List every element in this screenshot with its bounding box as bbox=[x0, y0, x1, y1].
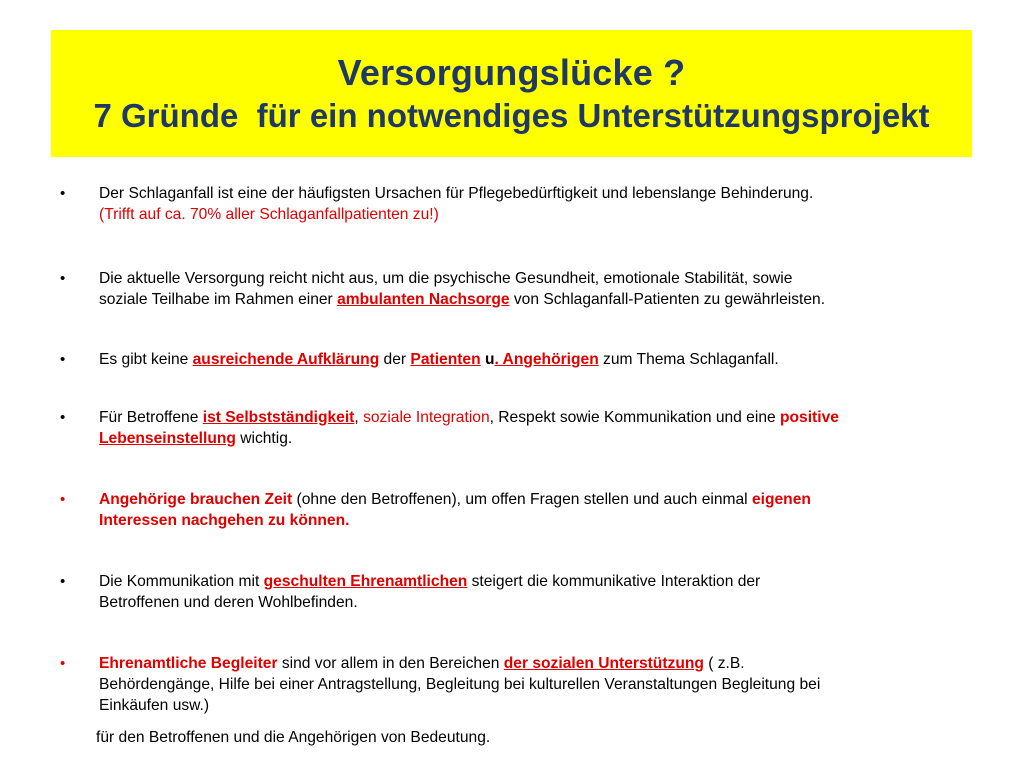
list-item bbox=[60, 489, 990, 531]
bullet-text: sind vor allem in den Bereichen bbox=[277, 655, 504, 672]
bullet-text: Behördengänge, Hilfe bei einer Antragstellung, Begleitung bei kulturellen Veranstaltungen Begleitung bei bbox=[99, 676, 821, 693]
highlight-text: Patienten bbox=[410, 351, 481, 368]
bullet-text: von Schlaganfall-Patienten zu gewährleisten. bbox=[509, 291, 826, 308]
bullet-text: u bbox=[480, 351, 495, 368]
bullet-text: Die Kommunikation mit bbox=[99, 573, 264, 590]
bullet-text: Einkäufen usw.) bbox=[99, 697, 210, 714]
highlight-text: Lebenseinstellung bbox=[99, 430, 236, 447]
highlight-text: ist Selbstständigkeit bbox=[202, 409, 355, 426]
title-banner bbox=[51, 30, 972, 157]
list-item bbox=[60, 349, 990, 370]
bullet-text: Betroffenen und deren Wohlbefinden. bbox=[99, 594, 358, 611]
highlight-text: eigenen bbox=[751, 491, 811, 508]
bullet-text: wichtig. bbox=[235, 430, 293, 447]
bullet-text: der bbox=[379, 351, 411, 368]
bullet-marker: • bbox=[60, 351, 66, 368]
highlight-text: Angehörige brauchen Zeit bbox=[99, 491, 293, 508]
bullet-note: (Trifft auf ca. 70% aller Schlaganfallpatienten zu!) bbox=[99, 206, 439, 223]
highlight-text: . Angehörigen bbox=[494, 351, 599, 368]
list-item bbox=[60, 407, 990, 449]
bullet-text: , Respekt sowie Kommunikation und eine bbox=[489, 409, 780, 426]
closing-line: für den Betroffenen und die Angehörigen von Bedeutung. bbox=[96, 729, 491, 746]
bullet-marker: • bbox=[60, 185, 66, 202]
highlight-text: der sozialen Unterstützung bbox=[503, 655, 704, 672]
bullet-text: ( z.B. bbox=[703, 655, 745, 672]
slide-subtitle: 7 Gründe für ein notwendiges Unterstützungsprojekt bbox=[93, 96, 930, 134]
bullet-text: soziale Teilhabe im Rahmen einer bbox=[99, 291, 338, 308]
bullet-text: , bbox=[354, 409, 364, 426]
bullet-marker: • bbox=[60, 270, 66, 287]
highlight-text: Ehrenamtliche Begleiter bbox=[99, 655, 278, 672]
bullet-marker: • bbox=[60, 655, 66, 672]
bullet-marker: • bbox=[60, 409, 66, 426]
list-item bbox=[60, 183, 990, 225]
bullet-text: Der Schlaganfall ist eine der häufigsten Ursachen für Pflegebedürftigkeit und lebenslange Behinderung. bbox=[99, 185, 814, 202]
highlight-text: geschulten Ehrenamtlichen bbox=[263, 573, 468, 590]
list-item bbox=[60, 571, 990, 613]
bullet-text: Es gibt keine bbox=[99, 351, 193, 368]
bullet-text: Die aktuelle Versorgung reicht nicht aus, um die psychische Gesundheit, emotionale Stabilität, sowie bbox=[99, 270, 793, 287]
highlight-text: ausreichende Aufklärung bbox=[192, 351, 380, 368]
list-item bbox=[60, 653, 990, 716]
bullet-text: Für Betroffene bbox=[99, 409, 203, 426]
slide-title: Versorgungslücke ? bbox=[337, 51, 686, 93]
highlight-text: positive bbox=[780, 409, 839, 426]
bullet-text: (ohne den Betroffenen), um offen Fragen stellen und auch einmal bbox=[292, 491, 752, 508]
highlight-text: soziale Integration bbox=[363, 409, 490, 426]
list-item bbox=[60, 268, 990, 310]
bullet-text: zum Thema Schlaganfall. bbox=[598, 351, 779, 368]
bullet-marker: • bbox=[60, 491, 66, 508]
highlight-text: Interessen nachgehen zu können. bbox=[99, 512, 350, 529]
bullet-text: steigert die kommunikative Interaktion der bbox=[467, 573, 761, 590]
bullet-marker: • bbox=[60, 573, 66, 590]
highlight-text: ambulanten Nachsorge bbox=[337, 291, 510, 308]
